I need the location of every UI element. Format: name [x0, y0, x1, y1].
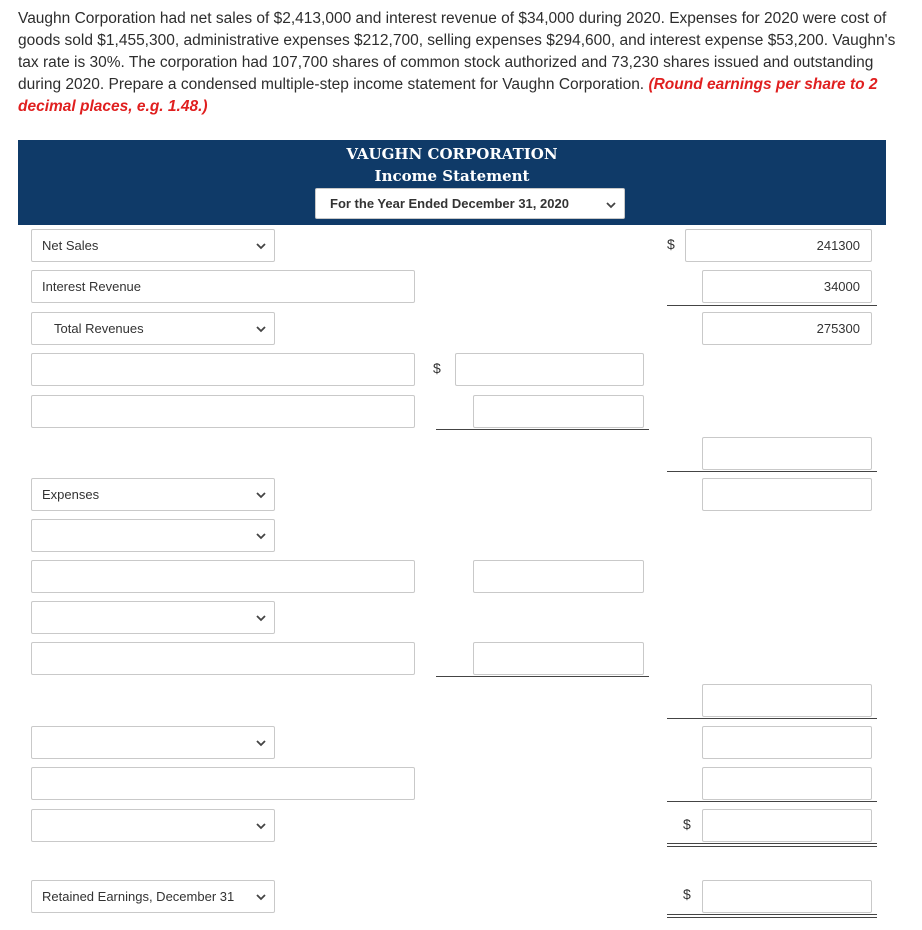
- double-rule-top: [667, 914, 877, 915]
- statement-title: Income Statement: [374, 167, 530, 185]
- line-item-amount-input[interactable]: [473, 642, 644, 675]
- subtotal-rule: [667, 718, 877, 719]
- chevron-down-icon: [255, 891, 267, 903]
- problem-statement: [18, 8, 918, 118]
- line-item-select[interactable]: [31, 809, 275, 842]
- line-item-input[interactable]: [31, 642, 415, 675]
- line-item-input[interactable]: [31, 560, 415, 593]
- retained-earnings-select[interactable]: [31, 880, 275, 913]
- line-item-input[interactable]: [31, 767, 415, 800]
- total-amount-input[interactable]: [702, 437, 872, 470]
- double-rule-top: [667, 843, 877, 844]
- period-select[interactable]: [315, 188, 625, 219]
- rounding-hint: (Round earnings per share to 2 decimal places, e.g. 1.48.): [18, 76, 878, 115]
- chevron-down-icon: [255, 323, 267, 335]
- retained-earnings-label: Retained Earnings, December 31: [42, 889, 235, 904]
- dollar-sign: $: [433, 360, 441, 376]
- line-item-amount-input[interactable]: [473, 560, 644, 593]
- dollar-sign: $: [683, 886, 691, 902]
- net-sales-value: 241300: [816, 238, 860, 253]
- subtotal-rule: [667, 305, 877, 306]
- subtotal-rule: [436, 676, 649, 677]
- chevron-down-icon: [255, 240, 267, 252]
- line-item-input[interactable]: [31, 395, 415, 428]
- chevron-down-icon: [255, 489, 267, 501]
- line-item-select[interactable]: [31, 726, 275, 759]
- total-amount-input[interactable]: [702, 767, 872, 800]
- total-amount-input[interactable]: [702, 684, 872, 717]
- expenses-label: Expenses: [42, 487, 100, 502]
- line-item-select[interactable]: [31, 601, 275, 634]
- double-rule-bottom: [667, 846, 877, 847]
- net-sales-select[interactable]: [31, 229, 275, 262]
- total-amount-input[interactable]: [702, 880, 872, 913]
- interest-revenue-amount-input[interactable]: [702, 270, 872, 303]
- expenses-select[interactable]: [31, 478, 275, 511]
- total-revenues-value: 275300: [816, 321, 860, 336]
- line-item-amount-input[interactable]: [473, 395, 644, 428]
- total-revenues-amount-input[interactable]: [702, 312, 872, 345]
- net-sales-amount-input[interactable]: [685, 229, 872, 262]
- subtotal-rule: [667, 471, 877, 472]
- chevron-down-icon: [605, 199, 617, 211]
- interest-revenue-value: 34000: [823, 279, 860, 294]
- chevron-down-icon: [255, 820, 267, 832]
- period-select-value: For the Year Ended December 31, 2020: [330, 196, 569, 211]
- interest-revenue-input[interactable]: [31, 270, 415, 303]
- problem-text: Vaughn Corporation had net sales of $2,413,000 and interest revenue of $34,000 during 2020. Expenses for 2020 were cost of goods sold $1,455,300, administrative expenses $212,700, selling expenses $294,600, and interest expense $53,200. Vaughn's tax rate is 30%. The corporation had 107,700 shares of common stock authorized and 73,230 shares issued and outstanding during 2020. Prepare a condensed multiple-step income statement for Vaughn Corporation.: [18, 10, 896, 93]
- subtotal-rule: [667, 801, 877, 802]
- total-amount-input[interactable]: [702, 478, 872, 511]
- total-amount-input[interactable]: [702, 726, 872, 759]
- line-item-select[interactable]: [31, 519, 275, 552]
- net-sales-label: Net Sales: [42, 238, 99, 253]
- dollar-sign: $: [667, 236, 675, 252]
- total-amount-input[interactable]: [702, 809, 872, 842]
- subtotal-rule: [436, 429, 649, 430]
- chevron-down-icon: [255, 612, 267, 624]
- line-item-amount-input[interactable]: [455, 353, 644, 386]
- statement-header: [18, 140, 886, 225]
- chevron-down-icon: [255, 530, 267, 542]
- line-item-input[interactable]: [31, 353, 415, 386]
- total-revenues-select[interactable]: [31, 312, 275, 345]
- interest-revenue-label: Interest Revenue: [42, 279, 142, 294]
- dollar-sign: $: [683, 816, 691, 832]
- total-revenues-label: Total Revenues: [54, 321, 144, 336]
- chevron-down-icon: [255, 737, 267, 749]
- company-name: VAUGHN CORPORATION: [346, 145, 558, 163]
- double-rule-bottom: [667, 917, 877, 918]
